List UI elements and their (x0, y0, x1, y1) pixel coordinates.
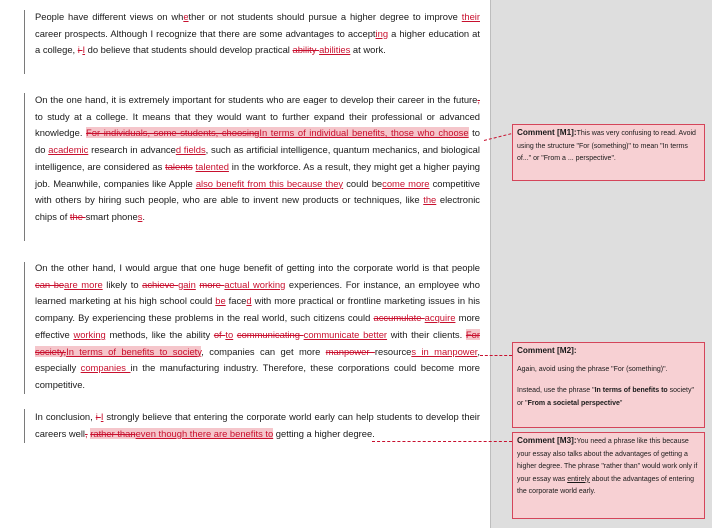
tracked-deletion: ability (292, 44, 320, 56)
tracked-insertion: In terms of benefits to society (66, 345, 202, 357)
text-run: face (225, 295, 247, 307)
text-run: research in advance (88, 144, 176, 156)
tracked-insertion: are more (64, 278, 103, 290)
comment-m3-text-post: about the advantages of entering the corporate world early. (517, 475, 695, 496)
comment-m2[interactable] (512, 342, 705, 428)
tracked-insertion: communicate better (303, 328, 388, 340)
tracked-insertion: ing (375, 27, 389, 39)
tracked-insertion: In terms of individual benefits, those who choose (259, 127, 469, 139)
tracked-insertion: talented (195, 160, 229, 172)
text-run: strongly believe that entering the corporate world early can help students to develop their careers well (35, 411, 481, 439)
comment-m1[interactable] (512, 124, 705, 181)
tracked-deletion: accumulate (373, 312, 425, 324)
text-run: electronic chips of (35, 194, 480, 222)
text-run: , such as artificial intelligence, quantum mechanics, and biological intelligence, are considered as (35, 144, 480, 172)
tracked-insertion: I (100, 411, 104, 422)
text-run: likely to (102, 278, 143, 290)
tracked-deletion: more (199, 278, 225, 290)
tracked-insertion: d (246, 295, 252, 307)
tracked-insertion: companies (80, 362, 131, 374)
tracked-deletion: , (85, 427, 88, 439)
tracked-insertion: I (82, 44, 86, 56)
paragraph-body-1 (35, 92, 480, 226)
text-run: resource (374, 345, 412, 357)
text-run: a higher education at a college, (35, 27, 481, 56)
comment-leader-m3 (372, 441, 512, 442)
text-run: People have different views on wh (35, 11, 184, 22)
paragraph-intro (35, 9, 480, 59)
tracked-insertion: to (225, 328, 234, 340)
comment-m3[interactable] (512, 432, 705, 519)
text-run: competitive with others by hiring such people, who are able to invent new products or techniques, like (35, 177, 480, 206)
tracked-insertion: actual working (224, 278, 286, 290)
text-run: smart phone (85, 210, 138, 222)
tracked-insertion: also benefit from this because they (195, 177, 344, 189)
tracked-deletion: , (477, 94, 480, 105)
change-bar-p4 (24, 409, 25, 443)
text-run: getting a higher degree. (273, 427, 375, 439)
text-run: On the one hand, it is extremely important for students who are eager to develop their career in the future (35, 94, 478, 105)
comment-m3-text-pre: You need a phrase like this because your essay also talks about the advantages of getting a higher degree. The phrase "rather than" would work only if your essay was (517, 438, 698, 483)
text-run: at work. (350, 44, 386, 56)
tracked-insertion: s (137, 210, 143, 222)
tracked-insertion: working (73, 328, 106, 340)
text-run: . (142, 210, 145, 222)
change-bar-p3 (24, 262, 25, 394)
comment-m2-label: Comment [M2]: (517, 346, 577, 355)
tracked-insertion: e (183, 11, 189, 22)
text-run: In conclusion, (35, 411, 96, 422)
tracked-deletion: i (77, 44, 83, 56)
text-run: more effective (35, 312, 480, 340)
comment-m2-bold2: From a societal perspective (527, 399, 620, 407)
text-run: in the workforce. As a result, they might get a higher paying job. Meanwhile, companies like Apple (35, 160, 481, 189)
text-run: , especially (35, 345, 480, 374)
tracked-deletion: the (69, 210, 86, 222)
text-run: do believe that students should develop practical (85, 44, 293, 56)
tracked-deletion: rather than (90, 427, 136, 439)
tracked-deletion: manpower (325, 345, 375, 357)
tracked-deletion: For individuals, some students, choosing (86, 127, 260, 139)
comment-m2-bold1: In terms of benefits to (594, 387, 668, 395)
tracked-insertion: come more (382, 177, 430, 189)
tracked-deletion: communicating (236, 328, 304, 340)
tracked-deletion: achieve (142, 278, 179, 290)
comment-m2-mid: society" or " (517, 387, 694, 407)
tracked-insertion: s in manpower (411, 345, 478, 357)
comment-m2-line1: Again, avoid using the phrase "For (something)". (517, 365, 668, 373)
text-run: in the manufacturing industry. Therefore, these corporations could become more competitive. (35, 362, 480, 390)
comment-m2-post: " (619, 399, 623, 407)
tracked-deletion: For society, (35, 328, 480, 357)
text-run: to do (35, 127, 480, 156)
text-run: methods, like the ability (105, 328, 214, 340)
tracked-insertion: d fields (175, 144, 206, 156)
tracked-insertion: acquire (424, 312, 456, 324)
comment-m3-label: Comment [M3]: (517, 436, 577, 445)
comment-m2-pre: Instead, use the phrase " (517, 387, 595, 395)
tracked-deletion: talents (165, 160, 193, 172)
change-bar-p1 (24, 10, 25, 74)
paragraph-conclusion (35, 409, 480, 442)
change-bar-p2 (24, 93, 25, 241)
text-run: career prospects. Although I recognize that there are some advantages to accept (35, 27, 376, 39)
tracked-deletion: i (95, 411, 101, 422)
tracked-deletion: can be (35, 278, 65, 290)
text-run: ther or not students should pursue a higher degree to improve (188, 11, 462, 22)
comment-m1-text: This was very confusing to read. Avoid using the structure "For (something)" to mean "In terms of..." or "From a ... perspective". (517, 130, 696, 163)
tracked-deletion: of (213, 328, 226, 340)
text-run: , companies can get more (201, 345, 326, 357)
tracked-insertion: academic (48, 144, 89, 156)
text-run: with more practical or frontline marketing issues in his company. By experiencing these problems in the real world, such citizens could (35, 295, 480, 324)
text-run: with their clients. (387, 328, 466, 340)
paragraph-body-2 (35, 260, 480, 394)
text-run: to study at a college. It means that they would want to further expand their professional or advanced knowledge. (35, 110, 480, 139)
comment-leader-m2 (480, 355, 512, 356)
tracked-insertion: even though there are benefits to (135, 427, 274, 439)
text-run: On the other hand, I would argue that one huge benefit of getting into the corporate world is that people (35, 262, 480, 273)
tracked-insertion: be (215, 295, 226, 307)
tracked-insertion: their (461, 11, 480, 22)
text-run: could be (343, 177, 383, 189)
tracked-insertion: abilities (319, 44, 351, 56)
comment-m1-label: Comment [M1]: (517, 128, 577, 137)
tracked-insertion: gain (178, 278, 196, 290)
text-run: experiences. For instance, an employee who learned marketing at his high school could (35, 278, 480, 307)
comment-m3-text-underlined: entirely (567, 475, 590, 483)
tracked-insertion: the (423, 194, 437, 206)
